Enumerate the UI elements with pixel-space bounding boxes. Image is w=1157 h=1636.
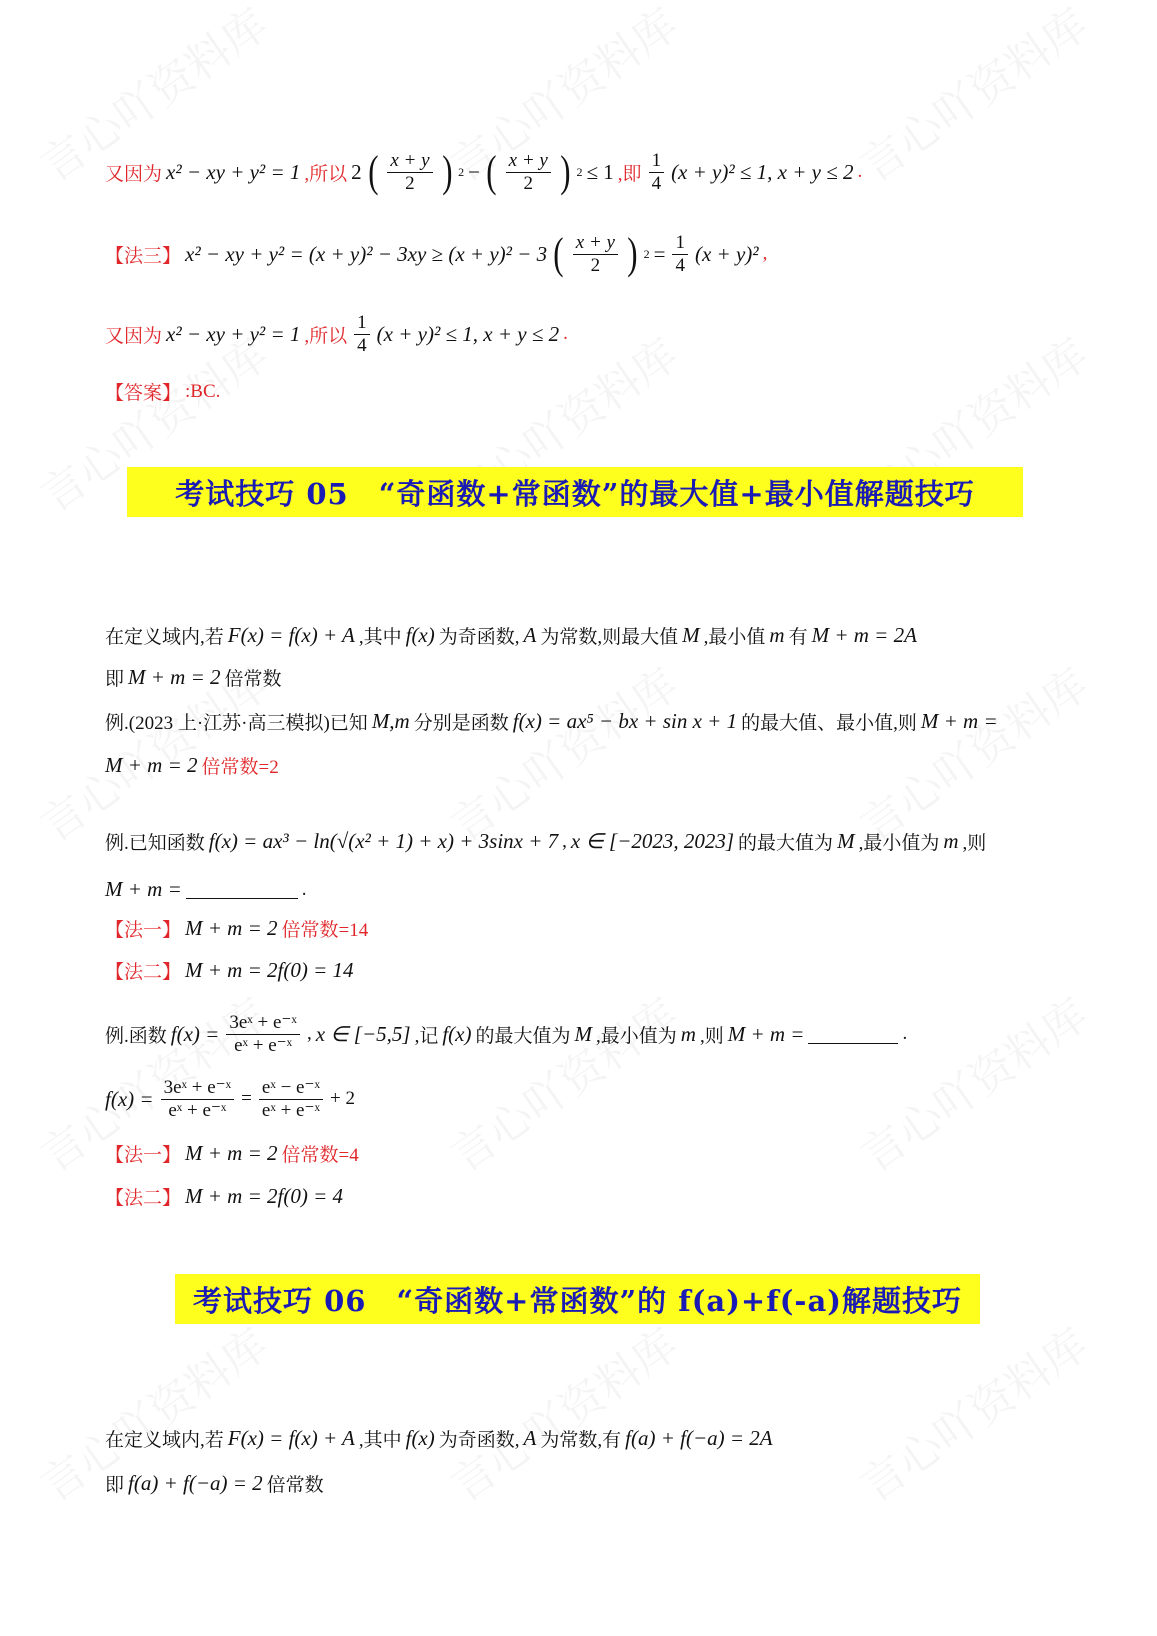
text: f(x) = <box>170 1021 220 1046</box>
watermark <box>436 1310 689 1514</box>
text: 2 <box>590 254 601 276</box>
equation: (x + y)² ≤ 1, x + y ≤ 2 <box>376 321 560 346</box>
text: f(x) <box>405 623 435 647</box>
answer-blank <box>186 880 298 899</box>
text: 4 <box>651 172 662 194</box>
text: 倍常数=2 <box>201 757 279 778</box>
fraction <box>259 1077 323 1122</box>
text: M + m = <box>920 709 998 733</box>
text: M,m <box>371 709 410 733</box>
text: f(x) = <box>105 1086 154 1111</box>
equation: (x + y)² ≤ 1, x + y ≤ 2 <box>671 159 854 184</box>
example-1-answer <box>105 752 279 779</box>
fraction <box>649 150 665 195</box>
text: 【法二】 <box>105 962 182 983</box>
text: M + m = 2f(0) = 14 <box>185 958 354 982</box>
example-3-transform <box>105 1077 355 1122</box>
text: . <box>902 1023 908 1045</box>
text: 倍常数=4 <box>281 1145 359 1166</box>
fraction <box>354 312 370 357</box>
equation: (x + y)² <box>694 241 759 266</box>
text: M <box>837 829 855 853</box>
text: 倍常数=14 <box>281 920 369 941</box>
text: M + m = 2 <box>105 753 198 777</box>
text: M <box>574 1021 593 1046</box>
text: 倍常数 <box>266 1475 324 1496</box>
text: = <box>241 1088 252 1110</box>
text: ,最小值为 <box>596 1025 677 1047</box>
text: ,最小值为 <box>858 833 940 854</box>
text: 1 <box>649 150 665 173</box>
text: f(x) <box>442 1021 472 1046</box>
fraction <box>226 1012 300 1057</box>
text: ,所以 <box>304 325 348 347</box>
text: 又因为 <box>105 163 163 185</box>
text: 的最大值为 <box>475 1025 571 1047</box>
text: x ∈ [−5,5] <box>315 1021 411 1046</box>
fraction <box>672 232 688 277</box>
text: f(a) + f(−a) = 2 <box>128 1471 263 1495</box>
text: 倍常数 <box>224 669 282 690</box>
text: F(x) = f(x) + A <box>227 623 355 647</box>
text: f(x) = ax⁵ − bx + sin x + 1 <box>512 709 738 733</box>
text: M <box>682 623 700 647</box>
text: M + m = <box>105 877 182 901</box>
text: 为奇函数, <box>438 627 520 648</box>
solution-line-1: 又因为 x² − xy + y² = 1 ,所以 2 ( $\frac{x + y}{2}$ ) 2 − ( $\frac{x + y}{2}$ ) 2 ≤ 1 ,即 $\frac{1}{4}$ (x + y)² ≤ 1, x + y ≤ 2 . <box>105 147 863 197</box>
text: 例.函数 <box>105 1025 167 1047</box>
fraction <box>161 1077 235 1122</box>
answer-value: :BC. <box>185 380 221 402</box>
text: 4 <box>675 254 685 276</box>
text: 分别是函数 <box>413 713 509 734</box>
example-2-question <box>105 877 307 902</box>
text: 1 <box>672 232 688 255</box>
text: , <box>306 1023 312 1045</box>
text: A <box>523 623 537 647</box>
text: f(a) + f(−a) = 2A <box>625 1426 773 1450</box>
text: 例.已知函数 <box>105 833 205 854</box>
text: 为奇函数, <box>438 1430 520 1451</box>
fraction <box>506 150 551 195</box>
text: f(x) = ax³ − ln(√(x² + 1) + x) + 3sinx + 7 <box>208 829 559 853</box>
section-heading-05: 考试技巧 05 “奇函数+常函数”的最大值+最小值解题技巧 <box>127 467 1023 517</box>
text: . <box>301 878 307 900</box>
text: . <box>857 161 863 183</box>
section-06-rule-2 <box>105 1470 324 1497</box>
text: 1 <box>354 312 370 335</box>
watermark <box>846 1310 1099 1514</box>
example-1 <box>105 708 998 735</box>
watermark <box>436 980 689 1184</box>
text: + 2 <box>330 1088 355 1110</box>
text: , <box>562 830 567 852</box>
text: 4 <box>357 334 367 356</box>
example-3 <box>105 1012 907 1057</box>
watermark <box>846 980 1099 1184</box>
text: 在定义域内,若 <box>105 1430 224 1451</box>
text: 的最大值、最小值,则 <box>741 713 917 734</box>
text: eˣ + e⁻ˣ <box>234 1034 293 1056</box>
text: 在定义域内,若 <box>105 627 224 648</box>
equation: x² − xy + y² = (x + y)² − 3xy ≥ (x + y)² − 3 <box>185 241 548 266</box>
answer-tag: 【答案】 <box>105 383 182 404</box>
text: ,其中 <box>358 1430 402 1451</box>
text: M + m = 2 <box>128 665 221 689</box>
text: ,其中 <box>358 627 402 648</box>
text: M + m = 2 <box>185 916 278 940</box>
text: m <box>680 1021 696 1046</box>
example-2 <box>105 828 986 855</box>
text: ,则 <box>962 833 987 854</box>
method-tag: 【法三】 <box>105 245 182 267</box>
inequality: ≤ 1 <box>586 159 614 184</box>
method-1 <box>105 1140 359 1167</box>
method-2 <box>105 1183 343 1210</box>
text: , <box>762 243 768 265</box>
fraction <box>387 150 432 195</box>
text: eˣ + e⁻ˣ <box>168 1099 227 1121</box>
text: 3eˣ + e⁻ˣ <box>226 1012 300 1035</box>
text: M + m = 2f(0) = 4 <box>185 1184 344 1208</box>
text: ,所以 <box>304 163 348 185</box>
equation: x² − xy + y² = 1 <box>166 321 301 346</box>
answer-line <box>105 378 220 405</box>
coef: 2 <box>351 159 362 184</box>
text: x ∈ [−2023, 2023] <box>570 829 735 853</box>
text: 为常数,则最大值 <box>540 627 679 648</box>
text: eˣ + e⁻ˣ <box>261 1099 320 1121</box>
text: 的最大值为 <box>738 833 834 854</box>
text: F(x) = f(x) + A <box>227 1426 355 1450</box>
text: A <box>523 1426 537 1450</box>
text: ,最小值 <box>703 627 766 648</box>
text: x + y <box>573 232 618 255</box>
text: 2 <box>405 172 415 194</box>
text: 2 <box>523 172 534 194</box>
equals: = <box>653 241 666 266</box>
text: M + m = 2A <box>811 623 917 647</box>
section-heading-06: 考试技巧 06 “奇函数+常函数”的 f(a)+f(-a)解题技巧 <box>175 1274 980 1324</box>
answer-blank <box>808 1025 898 1044</box>
text: m <box>769 623 785 647</box>
text: eˣ − e⁻ˣ <box>259 1077 323 1100</box>
text: 即 <box>105 669 125 690</box>
text: x + y <box>387 150 432 173</box>
method-1 <box>105 915 368 942</box>
watermark <box>846 650 1099 854</box>
fraction <box>573 232 618 277</box>
text: 【法一】 <box>105 1145 182 1166</box>
text: 3eˣ + e⁻ˣ <box>161 1077 235 1100</box>
method-2 <box>105 957 354 984</box>
text: . <box>563 323 568 345</box>
text: f(x) <box>405 1426 435 1450</box>
section-05-rule-2 <box>105 664 282 691</box>
text: m <box>943 829 959 853</box>
equation: x² − xy + y² = 1 <box>166 159 301 184</box>
watermark <box>846 0 1099 194</box>
solution-line-3 <box>105 312 568 357</box>
text: 有 <box>788 627 808 648</box>
text: M + m = <box>727 1021 805 1046</box>
text: M + m = 2 <box>185 1141 278 1165</box>
text: 又因为 <box>105 325 163 347</box>
text: 即 <box>105 1475 125 1496</box>
text: ,即 <box>617 163 642 185</box>
text: 为常数,有 <box>540 1430 622 1451</box>
minus: − <box>468 159 481 184</box>
section-06-rule <box>105 1425 773 1452</box>
watermark <box>436 650 689 854</box>
text: ,则 <box>699 1025 724 1047</box>
text: 【法二】 <box>105 1188 182 1209</box>
text: 【法一】 <box>105 920 182 941</box>
text: x + y <box>506 150 551 173</box>
solution-line-method-3: 【法三】 x² − xy + y² = (x + y)² − 3xy ≥ (x + y)² − 3 ( $\frac{x + y}{2}$ ) 2 = $\frac{1}{4}$ (x + y)² , <box>105 229 768 279</box>
section-05-rule <box>105 622 917 649</box>
text: ,记 <box>414 1025 439 1047</box>
text: 例.(2023 上·江苏·高三模拟)已知 <box>105 713 368 734</box>
